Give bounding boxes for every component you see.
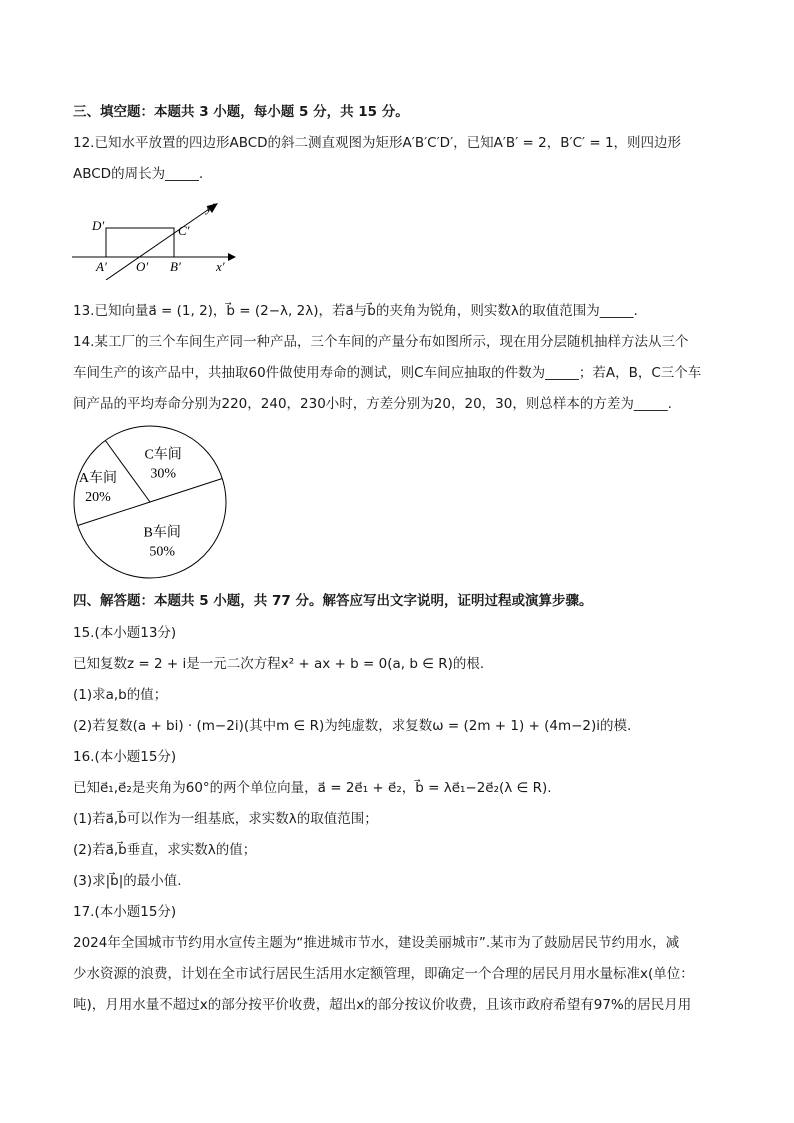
pie-value-label: 20% bbox=[85, 490, 111, 506]
question-14-line-2: 车间生产的该产品中，共抽取60件做使用寿命的测试，则C车间应抽取的件数为_____；若A，B，C三个车 bbox=[73, 365, 702, 381]
pie-category-label: B车间 bbox=[143, 525, 181, 541]
question-12-line-1: 12.已知水平放置的四边形ABCD的斜二测直观图为矩形A′B′C′D′，已知A′B′ = 2，B′C′ = 1，则四边形 bbox=[73, 135, 682, 151]
label-d: D′ bbox=[92, 218, 105, 233]
label-x: x′ bbox=[216, 259, 225, 274]
pie-slice-1 bbox=[144, 447, 181, 482]
section-header-fill: 三、填空题：本题共 3 小题，每小题 5 分，共 15 分。 bbox=[73, 104, 409, 120]
question-13-line-1: 13.已知向量a⃗ = (1, 2)，b⃗ = (2−λ, 2λ)，若a⃗与b⃗的夹角为锐角，则实数λ的取值范围为_____. bbox=[73, 303, 638, 319]
label-c: C′ bbox=[178, 223, 190, 238]
question-15-stem: 已知复数z = 2 + i是一元二次方程x² + ax + b = 0(a, b ∈ R)的根. bbox=[73, 656, 485, 672]
pie-slice-3 bbox=[144, 525, 181, 560]
label-b: B′ bbox=[170, 259, 181, 274]
question-16-part-3: (3)求|b⃗|的最小值. bbox=[73, 873, 182, 889]
label-y: y′ bbox=[206, 200, 215, 215]
question-15-part-1: (1)求a,b的值； bbox=[73, 687, 168, 703]
question-17-line-3: 吨)，月用水量不超过x的部分按平价收费，超出x的部分按议价收费，且该市政府希望有97%的居民月用 bbox=[73, 997, 692, 1013]
question-16-part-2: (2)若a⃗,b⃗垂直，求实数λ的值； bbox=[73, 842, 257, 858]
question-17-line-1: 2024年全国城市节约用水宣传主题为“推进城市节水，建设美丽城市”.某市为了鼓励居民节约用水，减 bbox=[73, 935, 680, 951]
rectangle-abcd bbox=[106, 228, 174, 257]
pie-category-label: C车间 bbox=[144, 447, 182, 463]
question-14-line-1: 14.某工厂的三个车间生产同一种产品，三个车间的产量分布如图所示，现在用分层随机抽样方法从三个 bbox=[73, 334, 689, 350]
label-o: O′ bbox=[136, 259, 149, 274]
pie-chart bbox=[70, 422, 230, 582]
pie-category-label: A车间 bbox=[78, 471, 118, 487]
y-axis bbox=[106, 207, 212, 280]
pie-slice-boundary-1 bbox=[150, 479, 222, 502]
label-a: A′ bbox=[96, 259, 107, 274]
question-14-line-3: 间产品的平均寿命分别为220，240，230小时，方差分别为20，20，30，则总样本的方差为_____. bbox=[73, 396, 672, 412]
pie-value-label: 50% bbox=[149, 544, 176, 560]
question-17-title: 17.(本小题15分) bbox=[73, 904, 177, 920]
question-12-line-2: ABCD的周长为_____. bbox=[73, 166, 204, 182]
x-axis-arrow bbox=[228, 253, 236, 261]
question-15-part-2: (2)若复数(a + bi) · (m−2i)(其中m ∈ R)为纯虚数，求复数ω = (2m + 1) + (4m−2)i的模. bbox=[73, 718, 632, 734]
question-16-stem: 已知e⃗₁,e⃗₂是夹角为60°的两个单位向量，a⃗ = 2e⃗₁ + e⃗₂，b⃗ = λe⃗₁−2e⃗₂(λ ∈ R). bbox=[73, 780, 552, 796]
question-17-line-2: 少水资源的浪费，计划在全市试行居民生活用水定额管理，即确定一个合理的居民月用水量标准x(单位： bbox=[73, 966, 694, 982]
pie-value-label: 30% bbox=[150, 466, 176, 482]
question-16-part-1: (1)若a⃗,b⃗可以作为一组基底，求实数λ的取值范围； bbox=[73, 811, 378, 827]
pie-slice-2 bbox=[79, 470, 117, 505]
oblique-projection-figure bbox=[70, 196, 240, 280]
pie-slice-boundary-3 bbox=[78, 502, 150, 525]
question-15-title: 15.(本小题13分) bbox=[73, 625, 177, 641]
question-16-title: 16.(本小题15分) bbox=[73, 749, 177, 765]
section-header-solve: 四、解答题：本题共 5 小题，共 77 分。解答应写出文字说明，证明过程或演算步骤。 bbox=[73, 593, 593, 609]
